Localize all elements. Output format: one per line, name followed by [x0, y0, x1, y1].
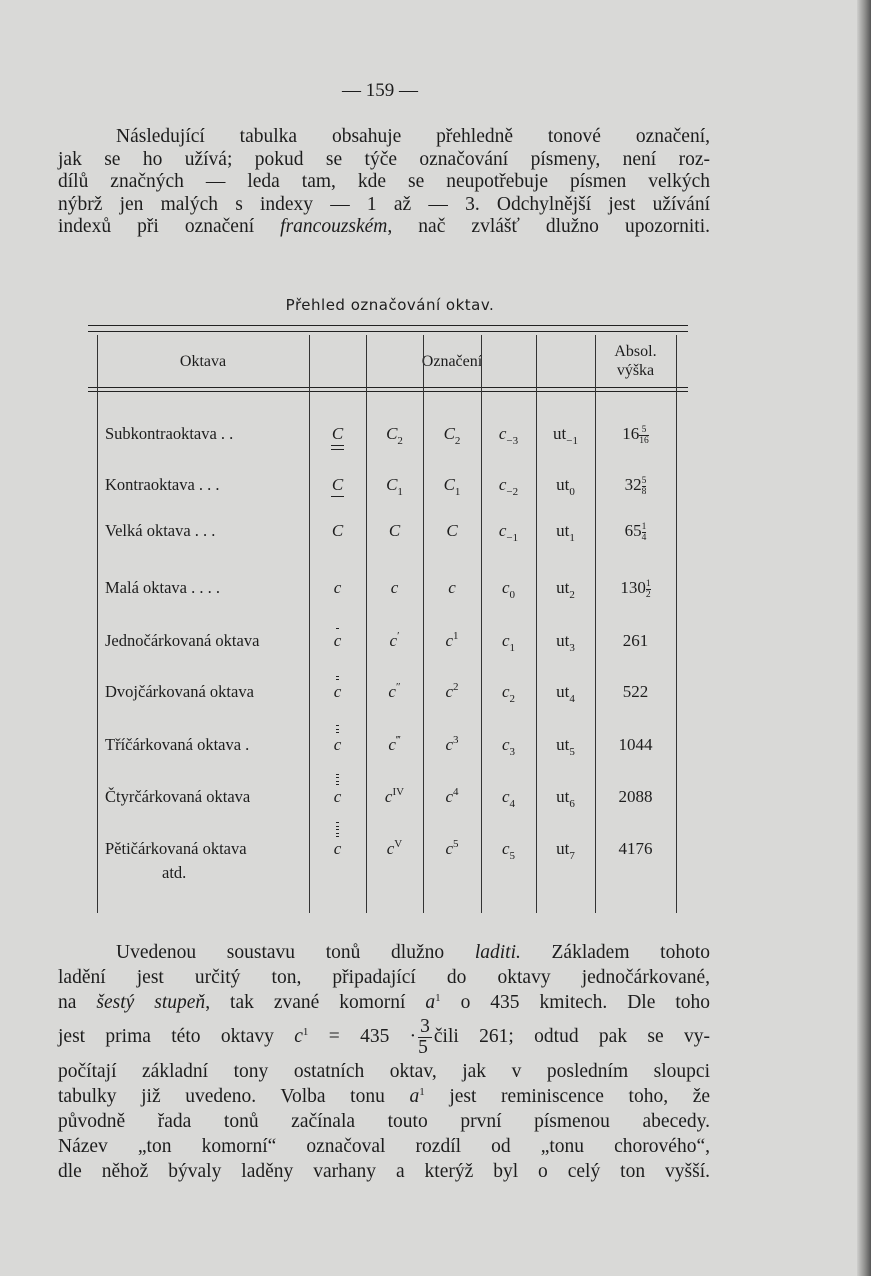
octave-name: Kontraoktava . . .	[105, 475, 220, 494]
fraction-numerator: 1	[641, 521, 647, 532]
overline-mark	[336, 628, 340, 629]
text-run: původně řada tonů začínala touto první písmenou abecedy.	[58, 1111, 710, 1132]
notation-c5	[536, 475, 595, 498]
text-run: tabulky již uvedeno. Volba tonu	[58, 1086, 410, 1107]
subscript: 7	[569, 850, 575, 862]
superscript: 5	[453, 838, 459, 850]
notation-c3	[423, 475, 481, 498]
note-letter: c	[498, 521, 507, 540]
note-letter: ut	[556, 631, 570, 650]
fraction-denominator: 8	[641, 486, 647, 497]
column-rule	[423, 335, 424, 913]
text-line	[58, 126, 710, 149]
text-line	[58, 1159, 710, 1184]
notation-c4	[481, 682, 536, 705]
underline-mark	[331, 496, 344, 497]
text-run: dle něhož bývaly laděny varhany a kterýž byl o celý ton vyšší.	[58, 1161, 710, 1182]
notation-c3	[423, 578, 481, 598]
note-letter: c	[445, 839, 454, 858]
column-rule	[366, 335, 367, 913]
italic-text: francouzském	[280, 216, 388, 237]
note-letter: C	[386, 424, 398, 443]
subscript: 0	[569, 486, 575, 498]
octave-name: Tříčárkovaná oktava .	[105, 735, 250, 754]
notation-c2	[366, 475, 423, 498]
pitch-fraction	[642, 476, 647, 497]
subscript: 3	[509, 746, 516, 758]
underline-mark	[331, 445, 344, 446]
notation-c2	[366, 839, 423, 859]
subscript: 2	[397, 435, 403, 447]
subscript: −3	[506, 435, 519, 447]
superscript: V	[394, 838, 403, 850]
column-rule	[309, 335, 310, 913]
fraction-numerator: 1	[645, 578, 651, 589]
superscript: 1	[302, 1026, 309, 1038]
note-letter: ut	[556, 578, 570, 597]
text-line	[58, 216, 710, 239]
fraction-numerator: 5	[641, 475, 647, 486]
text-run: jest reminiscence toho, že	[424, 1086, 711, 1107]
page-edge-shadow	[857, 0, 871, 1276]
note-letter: c	[501, 578, 510, 597]
fraction-denominator: 16	[639, 435, 649, 446]
text-run: nýbrž jen malých s indexy — 1 až — 3. Odchylnější jest užívání	[58, 193, 710, 215]
notation-c3	[423, 631, 481, 651]
italic-text: c	[294, 1026, 303, 1047]
absolute-pitch	[595, 475, 676, 497]
column-rule	[536, 335, 537, 913]
note-letter: C	[386, 475, 398, 494]
note-letter: C	[331, 521, 344, 540]
superscript: 2	[453, 681, 459, 693]
header-rule-2	[88, 391, 688, 392]
superscript: IV	[392, 786, 405, 798]
octave-name: Subkontraoktava . .	[105, 424, 234, 443]
underline-mark	[331, 449, 344, 450]
note-letter: C	[443, 475, 455, 494]
superscript: 4	[453, 786, 459, 798]
note-letter: ut	[556, 475, 570, 494]
note-letter: C	[331, 424, 344, 443]
text-run: na	[58, 992, 97, 1013]
absolute-pitch	[595, 424, 676, 446]
notation-c5	[536, 424, 595, 447]
octave-name: Dvojčárkovaná oktava	[105, 682, 254, 701]
superscript: ″	[395, 681, 401, 693]
overline-mark	[336, 784, 340, 785]
column-rule	[676, 335, 677, 913]
overline-mark	[336, 732, 340, 733]
notation-german-marks	[309, 424, 366, 444]
column-rule	[97, 335, 98, 913]
pitch-fraction	[642, 522, 647, 543]
table-title: Přehled označování oktav.	[285, 296, 495, 314]
fraction-denominator: 2	[645, 589, 651, 600]
notation-german-marks	[309, 578, 366, 598]
text-run: počítají základní tony ostatních oktav, jak v posledním sloupci	[58, 1061, 710, 1082]
overline-mark	[336, 777, 340, 778]
note-letter: C	[388, 521, 401, 540]
note-letter: ut	[553, 424, 567, 443]
fraction-denominator: 4	[641, 532, 647, 543]
octave-table	[88, 325, 688, 915]
absolute-pitch	[595, 787, 676, 807]
subscript: 5	[569, 746, 575, 758]
note-letter: c	[501, 735, 510, 754]
note-letter: ut	[556, 682, 570, 701]
note-letter: c	[445, 735, 454, 754]
pitch-whole: 65	[624, 521, 642, 540]
absolute-pitch	[595, 521, 676, 543]
notation-c2	[366, 631, 423, 651]
notation-c2	[366, 521, 423, 541]
notation-german-marks	[309, 787, 366, 807]
text-run: Uvedenou soustavu tonů dlužno	[116, 942, 475, 963]
subscript: −1	[566, 435, 578, 447]
overline-mark	[336, 774, 340, 775]
notation-c4	[481, 521, 536, 544]
text-line	[58, 1059, 710, 1084]
text-line	[58, 1015, 710, 1059]
text-run: jak se ho užívá; pokud se týče označování písmeny, není roz-	[58, 148, 710, 170]
notation-c4	[481, 424, 536, 447]
note-letter: c	[445, 682, 454, 701]
pitch-whole: 522	[622, 682, 649, 701]
table-top-rule-2	[88, 331, 688, 332]
overline-mark	[336, 833, 340, 834]
subscript: 2	[509, 693, 516, 705]
notation-c3	[423, 787, 481, 807]
header-pitch-line1: Absol.	[614, 343, 657, 360]
note-letter: ut	[556, 521, 570, 540]
superscript: 3	[453, 734, 459, 746]
note-letter: c	[445, 631, 454, 650]
notation-c2	[366, 787, 423, 807]
italic-text: a	[425, 992, 436, 1013]
note-letter: c	[498, 475, 507, 494]
pitch-fraction	[639, 425, 649, 446]
superscript: 1	[419, 1086, 425, 1098]
octave-name: Jednočárkovaná oktava	[105, 631, 260, 650]
notation-c4	[481, 631, 536, 654]
notation-c5	[536, 839, 595, 862]
notation-c4	[481, 787, 536, 810]
pitch-whole: 261	[622, 631, 649, 650]
header-pitch-line2: výška	[616, 362, 655, 379]
text-run: jest prima této oktavy	[58, 1026, 295, 1047]
note-letter: C	[446, 521, 458, 540]
overline-mark	[336, 826, 340, 827]
note-letter: ut	[556, 839, 570, 858]
header-notation: Označení	[421, 353, 483, 370]
text-run: indexů při označení	[58, 216, 281, 237]
pitch-whole: 2088	[618, 787, 653, 806]
column-rule	[595, 335, 596, 913]
notation-c3	[423, 735, 481, 755]
pitch-fraction	[646, 579, 651, 600]
subscript: 5	[509, 850, 516, 862]
overline-mark	[336, 725, 340, 726]
notation-german-marks	[309, 521, 366, 541]
octave-name: Velká oktava . . .	[105, 521, 216, 540]
note-letter: c	[384, 787, 393, 806]
header-octave: Oktava	[179, 353, 227, 370]
notation-c4	[481, 475, 536, 498]
note-letter: C	[331, 475, 344, 494]
overline-mark	[336, 781, 340, 782]
notation-german-marks	[309, 682, 366, 702]
table-top-rule	[88, 325, 688, 326]
note-letter: c	[445, 787, 454, 806]
note-letter: c	[501, 631, 510, 650]
text-line	[58, 1109, 710, 1134]
notation-c2	[366, 424, 423, 447]
subscript: 2	[454, 435, 461, 447]
notation-german-marks	[309, 735, 366, 755]
notation-c2	[366, 735, 423, 755]
overline-mark	[336, 729, 340, 730]
notation-c2	[366, 682, 423, 702]
header-pitch	[595, 342, 676, 380]
subscript: 0	[509, 589, 516, 601]
notation-c3	[423, 682, 481, 702]
notation-c5	[536, 682, 595, 705]
notation-german-marks	[309, 631, 366, 651]
italic-text: a	[409, 1086, 420, 1107]
text-line	[58, 194, 710, 217]
note-letter: ut	[556, 787, 570, 806]
note-letter: c	[386, 839, 395, 858]
note-letter: c	[333, 682, 342, 701]
superscript: ′	[397, 630, 400, 642]
overline-mark	[336, 836, 340, 837]
note-letter: c	[390, 578, 399, 597]
overline-mark	[336, 679, 340, 680]
overline-mark	[336, 829, 340, 830]
text-run: čili 261; odtud pak se vy-	[433, 1026, 710, 1047]
text-line	[58, 1084, 710, 1109]
text-run: , nač zvlášť dlužno upozorniti.	[387, 216, 710, 237]
fraction	[418, 1017, 432, 1058]
subscript: −1	[506, 532, 519, 544]
notation-c5	[536, 735, 595, 758]
text-run: dílů značných — leda tam, kde se neupotřebuje písmen velkých	[58, 171, 710, 192]
fraction-numerator: 3	[420, 1016, 430, 1038]
notation-c4	[481, 735, 536, 758]
note-letter: C	[443, 424, 455, 443]
note-letter: c	[333, 787, 342, 806]
notation-c5	[536, 787, 595, 810]
note-letter: c	[448, 578, 456, 597]
overline-mark	[336, 822, 340, 823]
subscript: 4	[569, 693, 575, 705]
text-run: , tak zvané komorní	[205, 992, 426, 1013]
text-line	[58, 171, 710, 194]
note-letter: c	[388, 735, 396, 754]
header-rule	[88, 387, 688, 388]
note-letter: c	[388, 682, 396, 701]
note-letter: c	[333, 839, 342, 858]
subscript: 1	[509, 642, 516, 654]
text-line	[58, 965, 710, 990]
notation-c5	[536, 521, 595, 544]
note-letter: c	[498, 424, 507, 443]
pitch-whole: 32	[624, 475, 642, 494]
text-line	[58, 149, 710, 172]
subscript: 2	[569, 589, 575, 601]
subscript: 1	[397, 486, 403, 498]
note-letter: c	[501, 839, 510, 858]
subscript: 4	[509, 798, 516, 810]
paragraph-tuning	[58, 940, 710, 1184]
paragraph-intro	[58, 126, 710, 239]
subscript: −2	[506, 486, 519, 498]
subscript: 3	[569, 642, 575, 654]
pitch-whole: 130	[620, 578, 646, 597]
text-run: Název „ton komorní“ označoval rozdíl od „tonu chorového“,	[58, 1136, 710, 1157]
text-run: Základem tohoto	[520, 942, 710, 963]
notation-c3	[423, 521, 481, 541]
octave-name: Čtyrčárkovaná oktava	[105, 787, 251, 806]
pitch-whole: 4176	[618, 839, 653, 858]
text-run: ladění jest určitý ton, připadající do oktavy jednočárkované,	[58, 967, 710, 988]
absolute-pitch	[595, 631, 676, 651]
table-footer-etc: atd.	[162, 863, 187, 882]
notation-c4	[481, 839, 536, 862]
italic-text: šestý stupeň	[96, 992, 206, 1013]
octave-name: Pětičárkovaná oktava	[105, 839, 247, 858]
note-letter: c	[501, 682, 510, 701]
column-rule	[481, 335, 482, 913]
text-run: Následující tabulka obsahuje přehledně tonové označení,	[116, 126, 710, 147]
absolute-pitch	[595, 682, 676, 702]
note-letter: c	[333, 578, 342, 597]
absolute-pitch	[595, 578, 676, 600]
notation-c3	[423, 424, 481, 447]
absolute-pitch	[595, 839, 676, 859]
text-run: o 435 kmitech. Dle toho	[440, 992, 710, 1013]
text-run: = 435 ·	[308, 1026, 417, 1047]
pitch-whole: 16	[622, 424, 640, 443]
notation-c5	[536, 631, 595, 654]
superscript: 1	[453, 630, 459, 642]
superscript: ‴	[395, 734, 401, 746]
note-letter: c	[333, 631, 342, 650]
note-letter: ut	[556, 735, 570, 754]
superscript: 1	[435, 992, 441, 1004]
note-letter: c	[333, 735, 342, 754]
fraction-numerator: 5	[639, 425, 649, 436]
subscript: 1	[569, 532, 575, 544]
note-letter: c	[501, 787, 510, 806]
absolute-pitch	[595, 735, 676, 755]
pitch-whole: 1044	[618, 735, 653, 754]
subscript: 6	[569, 798, 575, 810]
fraction-denominator: 5	[418, 1037, 428, 1059]
notation-german-marks	[309, 839, 366, 859]
text-line	[58, 940, 710, 965]
octave-name: Malá oktava . . . .	[105, 578, 221, 597]
note-letter: c	[389, 631, 398, 650]
notation-german-marks	[309, 475, 366, 495]
overline-mark	[336, 676, 340, 677]
notation-c3	[423, 839, 481, 859]
notation-c2	[366, 578, 423, 598]
page-number: — 159 —	[342, 80, 418, 101]
text-line	[58, 990, 710, 1015]
notation-c5	[536, 578, 595, 601]
subscript: 1	[454, 486, 461, 498]
text-line	[58, 1134, 710, 1159]
notation-c4	[481, 578, 536, 601]
italic-text: laditi.	[474, 942, 521, 963]
